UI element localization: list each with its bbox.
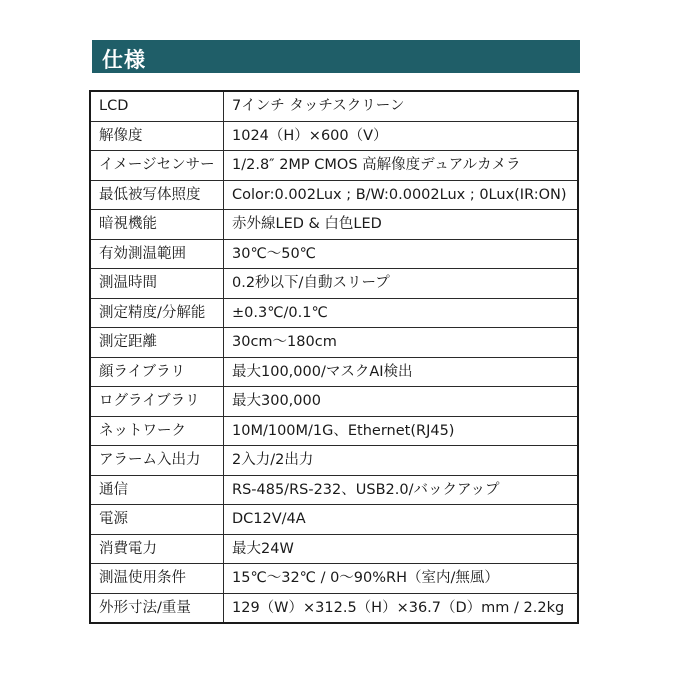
spec-value: Color:0.002Lux ; B/W:0.0002Lux ; 0Lux(IR:ON) [224, 180, 579, 210]
spec-value: RS-485/RS-232、USB2.0/バックアップ [224, 475, 579, 505]
spec-value: 15℃～32℃ / 0～90%RH（室内/無風） [224, 564, 579, 594]
spec-label: 測温使用条件 [90, 564, 224, 594]
spec-value: 30℃～50℃ [224, 239, 579, 269]
spec-label: 外形寸法/重量 [90, 593, 224, 623]
spec-table [89, 90, 579, 624]
spec-value: 1/2.8″ 2MP CMOS 高解像度デュアルカメラ [224, 151, 579, 181]
spec-value: 0.2秒以下/自動スリープ [224, 269, 579, 299]
spec-row [90, 91, 578, 121]
spec-label: 測定精度/分解能 [90, 298, 224, 328]
spec-value: ±0.3℃/0.1℃ [224, 298, 579, 328]
spec-row [90, 475, 578, 505]
spec-row [90, 505, 578, 535]
spec-value: 129（W）×312.5（H）×36.7（D）mm / 2.2kg [224, 593, 579, 623]
spec-label: 測温時間 [90, 269, 224, 299]
spec-value: 7インチ タッチスクリーン [224, 91, 579, 121]
spec-row [90, 593, 578, 623]
spec-row [90, 357, 578, 387]
spec-row [90, 328, 578, 358]
spec-value: 最大100,000/マスクAI検出 [224, 357, 579, 387]
spec-value: 10M/100M/1G、Ethernet(RJ45) [224, 416, 579, 446]
spec-value: 赤外線LED & 白色LED [224, 210, 579, 240]
spec-label: 暗視機能 [90, 210, 224, 240]
spec-value: 30cm～180cm [224, 328, 579, 358]
spec-label: 消費電力 [90, 534, 224, 564]
spec-row [90, 534, 578, 564]
spec-row [90, 446, 578, 476]
spec-label: ネットワーク [90, 416, 224, 446]
spec-label: 解像度 [90, 121, 224, 151]
spec-label: ログライブラリ [90, 387, 224, 417]
spec-value: 1024（H）×600（V） [224, 121, 579, 151]
spec-row [90, 151, 578, 181]
spec-row [90, 564, 578, 594]
section-header [92, 40, 580, 73]
spec-row [90, 180, 578, 210]
spec-row [90, 121, 578, 151]
spec-value: 最大24W [224, 534, 579, 564]
spec-table-body [90, 91, 578, 623]
spec-value: 2入力/2出力 [224, 446, 579, 476]
spec-row [90, 387, 578, 417]
spec-value: 最大300,000 [224, 387, 579, 417]
spec-label: アラーム入出力 [90, 446, 224, 476]
spec-label: イメージセンサー [90, 151, 224, 181]
section-title: 仕様 [102, 48, 146, 72]
spec-label: LCD [90, 91, 224, 121]
spec-label: 顔ライブラリ [90, 357, 224, 387]
spec-row [90, 239, 578, 269]
spec-row [90, 210, 578, 240]
spec-row [90, 269, 578, 299]
spec-label: 有効測温範囲 [90, 239, 224, 269]
spec-value: DC12V/4A [224, 505, 579, 535]
spec-label: 通信 [90, 475, 224, 505]
spec-row [90, 298, 578, 328]
spec-label: 最低被写体照度 [90, 180, 224, 210]
spec-label: 電源 [90, 505, 224, 535]
spec-row [90, 416, 578, 446]
spec-label: 測定距離 [90, 328, 224, 358]
